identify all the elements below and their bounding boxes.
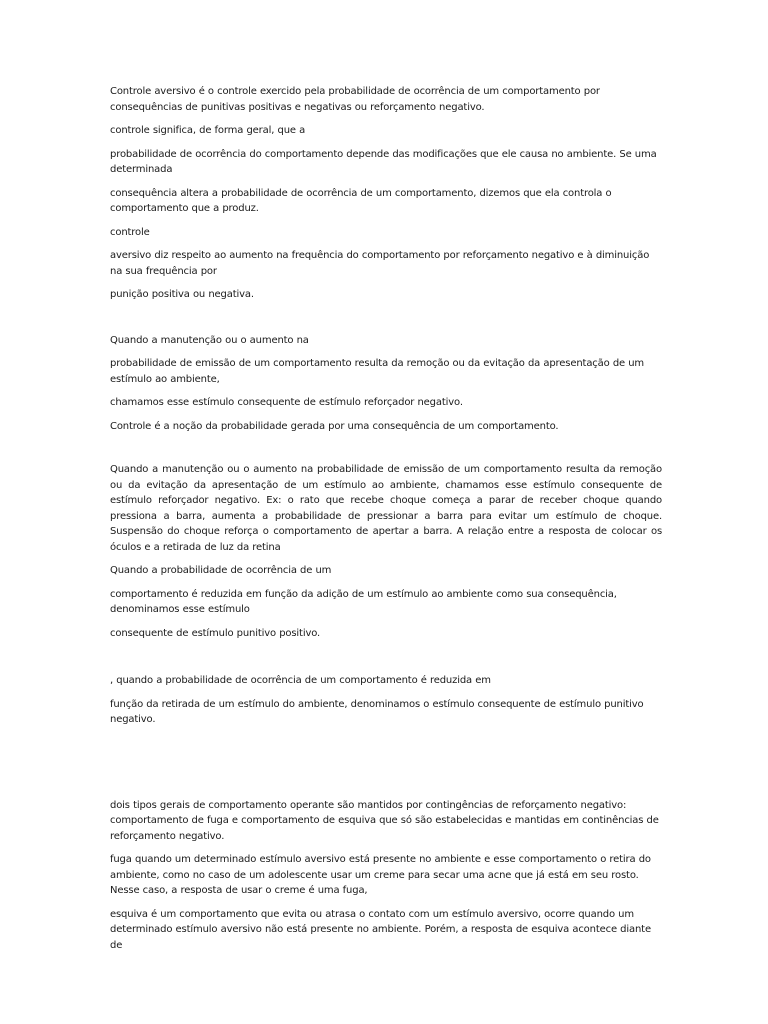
paragraph: consequência altera a probabilidade de ocorrência de um comportamento, dizemos que ela controla o comportamento que a produz. bbox=[110, 187, 612, 214]
document-body bbox=[110, 84, 662, 961]
paragraph: probabilidade de ocorrência do comportamento depende das modificações que ele causa no ambiente. Se uma determinada bbox=[110, 148, 657, 175]
paragraph: comportamento é reduzida em função da adição de um estímulo ao ambiente como sua consequência, denominamos esse estímulo bbox=[110, 588, 617, 615]
paragraph: função da retirada de um estímulo do ambiente, denominamos o estímulo consequente de estímulo punitivo negativo. bbox=[110, 698, 644, 725]
paragraph: controle significa, de forma geral, que a bbox=[110, 125, 306, 136]
paragraph: dois tipos gerais de comportamento operante são mantidos por contingências de reforçamento negativo: comportamento de fuga e comportamento de esquiva que só são estabelecidas e mantidas em continências de reforçamento negativo. bbox=[110, 799, 659, 842]
paragraph: punição positiva ou negativa. bbox=[110, 289, 254, 300]
paragraph: esquiva é um comportamento que evita ou atrasa o contato com um estímulo aversivo, ocorre quando um determinado estímulo aversivo não está presente no ambiente. Porém, a resposta de esquiva acontece diante de bbox=[110, 908, 651, 951]
paragraph: , quando a probabilidade de ocorrência de um comportamento é reduzida em bbox=[110, 675, 491, 686]
paragraph: chamamos esse estímulo consequente de estímulo reforçador negativo. bbox=[110, 397, 463, 408]
paragraph: Controle é a noção da probabilidade gerada por uma consequência de um comportamento. bbox=[110, 420, 559, 432]
paragraph: aversivo diz respeito ao aumento na frequência do comportamento por reforçamento negativo e à diminuição na sua frequência por bbox=[110, 250, 650, 277]
paragraph: Quando a manutenção ou o aumento na bbox=[110, 334, 309, 346]
paragraph: Controle aversivo é o controle exercido pela probabilidade de ocorrência de um comportamento por consequências de punitivas positivas e negativas ou reforçamento negativo. bbox=[110, 86, 600, 113]
paragraph: Quando a manutenção ou o aumento na probabilidade de emissão de um comportamento resulta da remoção ou da evitação da apresentação de um estímulo ao ambiente, chamamos esse estímulo consequente de estímulo reforçador negativo. Ex: o rato que recebe choque começa a parar de receber choque quando pressiona a barra, aumenta a probabilidade de pressionar a barra para evitar um estímulo de choque. Suspensão do choque reforça o comportamento de apertar a barra. A relação entre a resposta de colocar os óculos e a retirada de luz da retina bbox=[110, 464, 662, 553]
paragraph: probabilidade de emissão de um comportamento resulta da remoção ou da evitação da apresentação de um estímulo ao ambiente, bbox=[110, 358, 645, 385]
paragraph: fuga quando um determinado estímulo aversivo está presente no ambiente e esse comportamento o retira do ambiente, como no caso de um adolescente usar um creme para secar uma acne que já está em seu rosto. Nesse caso, a resposta de usar o creme é uma fuga, bbox=[110, 854, 651, 896]
paragraph: controle bbox=[110, 226, 150, 238]
paragraph: consequente de estímulo punitivo positivo. bbox=[110, 627, 321, 639]
paragraph: Quando a probabilidade de ocorrência de um bbox=[110, 565, 332, 576]
